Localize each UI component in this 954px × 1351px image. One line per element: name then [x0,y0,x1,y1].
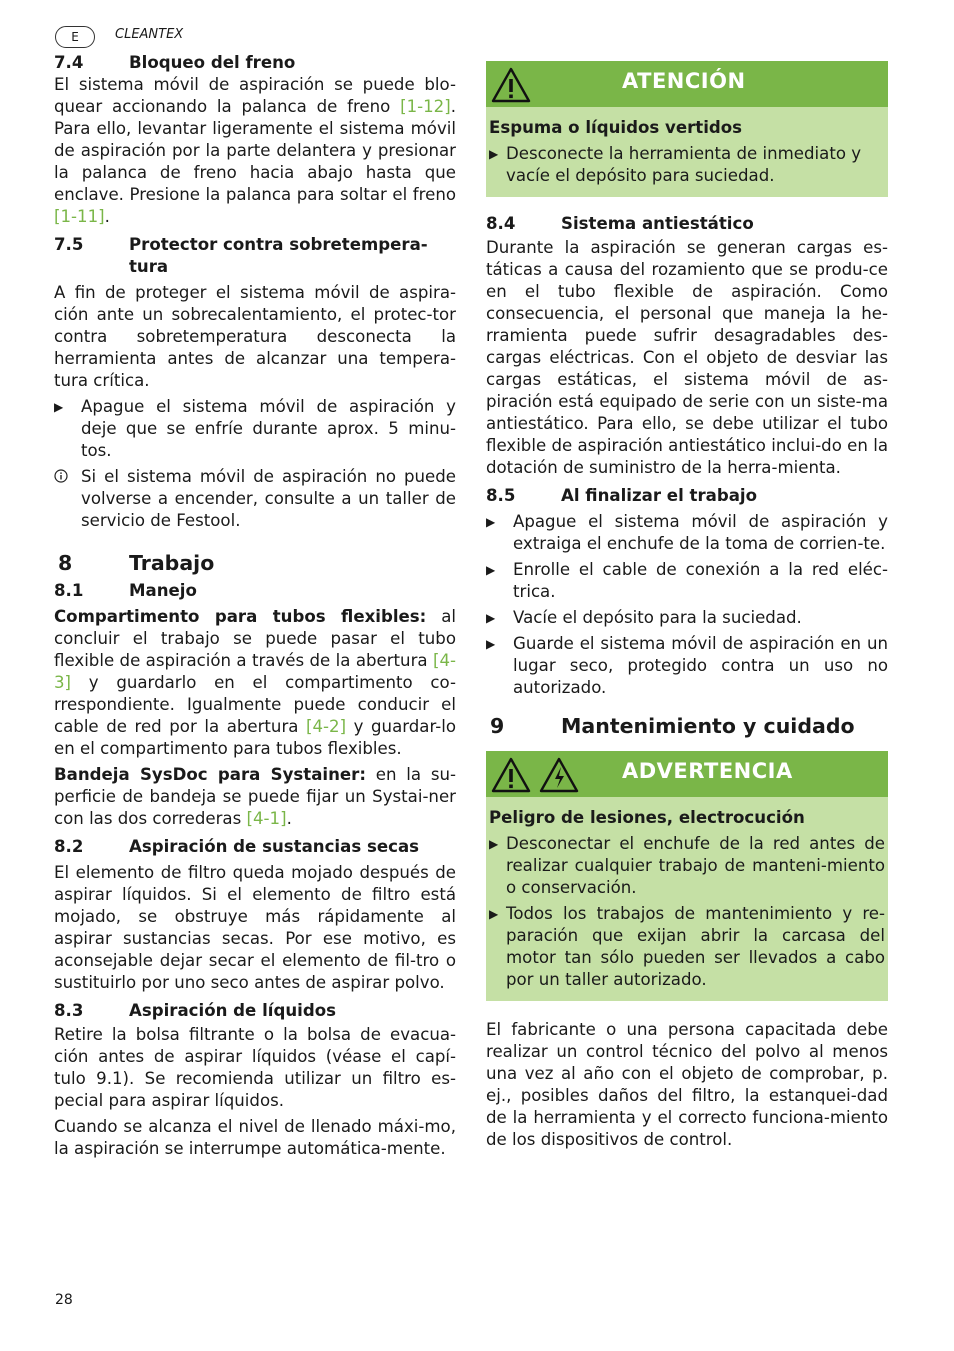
chapter-heading: 8 Trabajo [58,551,215,575]
figure-reference: [1-11] [54,207,105,226]
section-heading: 7.4 Bloqueo del freno [54,53,296,72]
warning-triangle-icon [490,66,532,104]
paragraph: Durante la aspiración se generan cargas es-táticas a causa del rozamiento que se produ-ce en el tubo flexible de aspiración. Como consecuencia, el personal que maneja la he-rramienta puede sufrir desagradables des-cargas eléctricas. Con el objeto de desviar las cargas estáticas, el sistema móvil de as-piración está equipado de serie con un siste-ma antiestático. Para ello, se debe utilizar el tubo flexible de aspiración antiestático inclui-do en la dotación de suministro de la herra-mienta. [486,238,888,477]
section-heading: 8.3 Aspiración de líquidos [54,1001,337,1020]
triangle-right-icon: ▶ [486,515,496,529]
paragraph: Cuando se alcanza el nivel de llenado máxi-mo, la aspiración se interrumpe automática-mente. [54,1117,456,1158]
info-note: Si el sistema móvil de aspiración no puede volverse a encender, consulte a un taller de servicio de Festool. [54,466,456,532]
paragraph: El fabricante o una persona capacitada debe realizar un control técnico del polvo al menos una vez al año con el objeto de comprobar, p. ej., posibles daños del filtro, la estanquei-dad de la herramienta y el correcto funciona-miento de los dispositivos de control. [486,1020,888,1149]
list-item: ▶ Desconecte la herramienta de inmediato y vacíe el depósito para suciedad. [489,144,862,185]
warning-title: ADVERTENCIA [622,759,793,783]
list-item: ▶ Apague el sistema móvil de aspiración y deje que se enfríe durante aprox. 5 minu-tos. [54,397,456,460]
section-heading: 8.5 Al finalizar el trabajo [486,486,758,505]
list-item: ▶ Apague el sistema móvil de aspiración y extraiga el enchufe de la toma de corrien-te. [486,512,888,553]
figure-reference: [4-3] [54,651,456,692]
list-item: ▶ Vacíe el depósito para la suciedad. [486,608,802,627]
triangle-right-icon: ▶ [486,637,496,651]
triangle-right-icon: ▶ [486,611,496,625]
paragraph: Bandeja SysDoc para Systainer: en la su-perficie de bandeja se puede fijar un Systai-ner con las dos correderas [4-1]. [54,765,457,828]
figure-reference: [4-2] [306,717,347,736]
attention-title: ATENCIÓN [622,69,746,93]
section-heading: 8.4 Sistema antiestático [486,214,754,233]
warning-triangle-icon [490,756,532,794]
list-item: ▶ Todos los trabajos de mantenimiento y re-paración que exijan abrir la carcasa del motor tan sólo pueden ser llevados a cabo por un taller autorizado. [489,904,885,989]
info-icon [54,466,81,532]
paragraph: El sistema móvil de aspiración se puede blo-quear accionando la palanca de freno [1-12]. Para ello, levantar ligeramente el sistema móvil de aspiración por la parte delantera y presionar la palanca de freno hacia abajo hasta que enclave. Presione la palanca para soltar el freno [1-11]. [54,75,456,226]
paragraph: El elemento de filtro queda mojado después de aspirar líquidos. Si el elemento de filtro está mojado, se obstruye más rápidamente al aspirar sustancias secas. Por ese motivo, es aconsejable dejar secar el elemento de fil-tro o sustituirlo por uno seco antes de aspirar polvo. [54,863,456,992]
triangle-right-icon: ▶ [489,837,499,851]
chapter-heading: 9 Mantenimiento y cuidado [490,714,855,738]
paragraph: Compartimento para tubos flexibles: al concluir el trabajo se puede pasar el tubo flexible de aspiración a través de la abertura [4-3] y guardarlo en el compartimento co-rrespondiente. Igualmente puede conducir el cable de red por la abertura [4-2] y guardar-lo en el compartimento para tubos flexibles. [54,607,456,758]
electric-hazard-icon [538,756,580,794]
page-number: 28 [55,1292,73,1308]
list-item: ▶ Desconectar el enchufe de la red antes de realizar cualquier trabajo de manteni-miento o conservación. [489,834,885,897]
triangle-right-icon: ▶ [54,400,64,414]
figure-reference: [1-12] [400,97,451,116]
left-column [54,52,456,1164]
brand-name: CLEANTEX [115,27,184,42]
paragraph: A fin de proteger el sistema móvil de aspira-ción ante un sobrecalentamiento, el protec-tor contra sobretemperatura desconecta la herramienta antes de alcanzar una tempera-tura crítica. [54,283,456,390]
section-heading: 8.2 Aspiración de sustancias secas [54,837,420,856]
warning-subtitle: Peligro de lesiones, electrocución [489,808,805,827]
triangle-right-icon: ▶ [486,563,496,577]
right-column [486,61,888,1155]
triangle-right-icon: ▶ [489,907,499,921]
attention-subtitle: Espuma o líquidos vertidos [489,118,743,137]
figure-reference: [4-1] [246,809,287,828]
section-heading: 7.5 Protector contra sobretempera-tura [54,235,428,276]
triangle-right-icon: ▶ [489,147,499,161]
paragraph: Retire la bolsa filtrante o la bolsa de evacua-ción antes de aspirar líquidos (véase el capí-tulo 9.1). Se recomienda utilizar un filtro es-pecial para aspirar líquidos. [54,1025,456,1110]
language-badge: E [55,26,95,48]
warning-box [486,751,888,1001]
attention-box [486,61,888,197]
section-heading: 8.1 Manejo [54,581,197,600]
list-item: ▶ Enrolle el cable de conexión a la red eléc-trica. [486,560,888,601]
list-item: ▶ Guarde el sistema móvil de aspiración en un lugar seco, protegido contra un uso no autorizado. [486,634,888,697]
